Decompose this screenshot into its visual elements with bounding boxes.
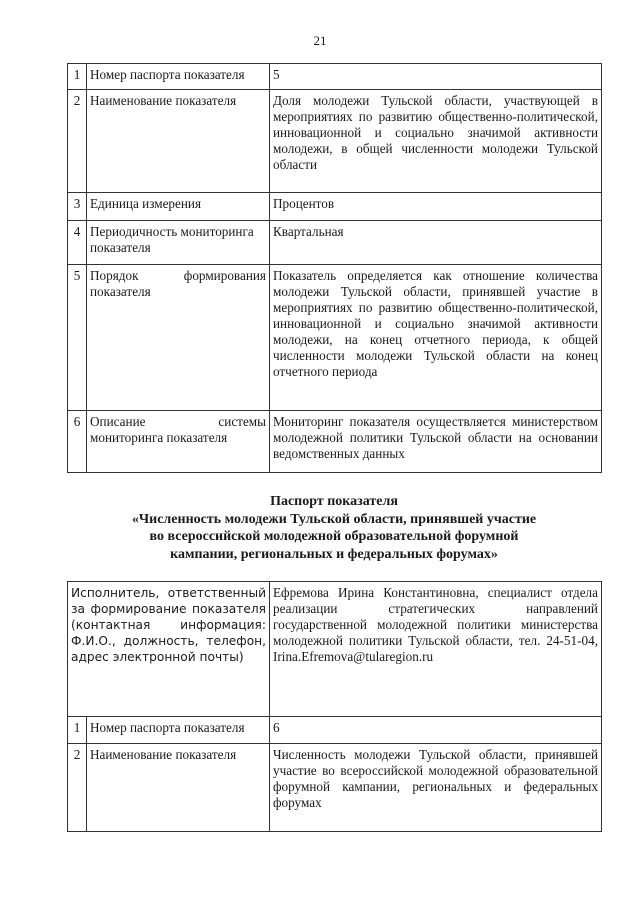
row-value: Численность молодежи Тульской области, принявшей участие во всероссийской молодежной образовательной форумной кампании, региональных и федеральных форумах <box>270 744 602 832</box>
row-label: Порядок формирования показателя <box>87 265 270 411</box>
row-value: Доля молодежи Тульской области, участвующей в мероприятиях по развитию общественно-политической, инновационной и социально значимой активности молодежи, в общей численности молодежи Тульской области <box>270 90 602 193</box>
row-label: Наименование показателя <box>87 90 270 193</box>
table-row <box>68 265 602 411</box>
row-number: 4 <box>68 221 87 265</box>
heading-line: во всероссийской молодежной образовательной форумной <box>149 529 519 544</box>
page-number: 21 <box>313 33 327 48</box>
row-number: 1 <box>68 64 87 90</box>
table-row <box>68 717 602 744</box>
table-row <box>68 744 602 832</box>
indicator-passport-5-table <box>67 63 602 473</box>
row-number: 2 <box>68 744 87 832</box>
table-row <box>68 193 602 221</box>
row-label: Единица измерения <box>87 193 270 221</box>
heading-line: Паспорт показателя <box>270 494 398 509</box>
table-row <box>68 64 602 90</box>
row-label: Номер паспорта показателя <box>87 64 270 90</box>
row-value: Квартальная <box>270 221 602 265</box>
executor-value: Ефремова Ирина Константиновна, специалист отдела реализации стратегических направлений государственной молодежной политики министерства молодежной политики Тульской области, тел. 24-51-04, Irina.Efremova@tularegion.ru <box>270 582 602 717</box>
row-number: 3 <box>68 193 87 221</box>
row-number: 1 <box>68 717 87 744</box>
table-row <box>68 90 602 193</box>
row-value: 5 <box>270 64 602 90</box>
row-number: 5 <box>68 265 87 411</box>
row-number: 6 <box>68 411 87 473</box>
executor-label: Исполнитель, ответственный за формирование показателя (контактная информация: Ф.И.О., должность, телефон, адрес электронной почты) <box>68 582 270 717</box>
indicator-passport-6-table <box>67 581 602 832</box>
heading-line: кампании, региональных и федеральных форумах» <box>170 546 498 562</box>
row-value: 6 <box>270 717 602 744</box>
table-row <box>68 411 602 473</box>
row-number: 2 <box>68 90 87 193</box>
row-label: Периодичность мониторинга показателя <box>87 221 270 265</box>
row-label: Наименование показателя <box>87 744 270 832</box>
row-value: Мониторинг показателя осуществляется министерством молодежной политики Тульской области на основании ведомственных данных <box>270 411 602 473</box>
row-value: Показатель определяется как отношение количества молодежи Тульской области, принявшей участие в мероприятиях по развитию общественно-политической, инновационной и социально значимой активности молодежи, на конец отчетного периода, к общей численности молодежи Тульской области на конец отчетного периода <box>270 265 602 411</box>
row-label: Номер паспорта показателя <box>87 717 270 744</box>
row-value: Процентов <box>270 193 602 221</box>
executor-row <box>68 582 602 717</box>
row-label: Описание системы мониторинга показателя <box>87 411 270 473</box>
heading-line: «Численность молодежи Тульской области, принявшей участие <box>131 511 537 527</box>
passport-heading <box>67 493 601 563</box>
table-row <box>68 221 602 265</box>
